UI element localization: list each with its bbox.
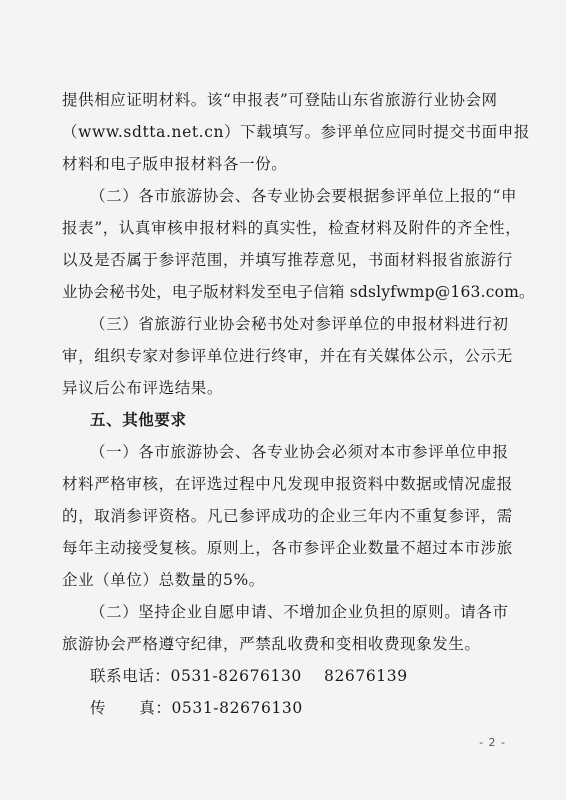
paragraph-line: 审，组织专家对参评单位进行终审，并在有关媒体公示，公示无 <box>62 347 513 365</box>
paragraph-line: （二）各市旅游协会、各专业协会要根据参评单位上报的“申 <box>90 187 518 205</box>
paragraph-line: 的，取消参评资格。凡已参评成功的企业三年内不重复参评，需 <box>62 507 513 525</box>
contact-phone: 联系电话：0531-82676130 82676139 <box>90 667 408 685</box>
paragraph-line: 报表”，认真审核申报材料的真实性，检查材料及附件的齐全性， <box>62 219 522 237</box>
page-number: - 2 - <box>479 736 506 749</box>
paragraph-line: 以及是否属于参评范围，并填写推荐意见，书面材料报省旅游行 <box>62 251 513 269</box>
paragraph-line: 企业（单位）总数量的5%。 <box>62 571 265 589</box>
paragraph-line: 材料严格审核，在评选过程中凡发现申报资料中数据或情况虚报 <box>62 475 513 493</box>
paragraph-line: （三）省旅游行业协会秘书处对参评单位的申报材料进行初 <box>90 315 509 333</box>
paragraph-line: 异议后公布评选结果。 <box>62 379 224 397</box>
paragraph-line: （二）坚持企业自愿申请、不增加企业负担的原则。请各市 <box>90 603 509 621</box>
contact-fax: 传 真：0531-82676130 <box>90 699 303 717</box>
paragraph-line: 业协会秘书处，电子版材料发至电子信箱 sdslyfwmp@163.com。 <box>62 283 535 301</box>
paragraph-line: 每年主动接受复核。原则上，各市参评企业数量不超过本市涉旅 <box>62 539 513 557</box>
paragraph-line: 提供相应证明材料。该“申报表”可登陆山东省旅游行业协会网 <box>62 91 498 109</box>
paragraph-line: 旅游协会严格遵守纪律，严禁乱收费和变相收费现象发生。 <box>62 635 481 653</box>
paragraph-line: （www.sdtta.net.cn）下载填写。参评单位应同时提交书面申报 <box>62 123 530 141</box>
paragraph-line: （一）各市旅游协会、各专业协会必须对本市参评单位申报 <box>90 443 509 461</box>
section-heading: 五、其他要求 <box>90 411 187 429</box>
paragraph-line: 材料和电子版申报材料各一份。 <box>62 155 288 173</box>
